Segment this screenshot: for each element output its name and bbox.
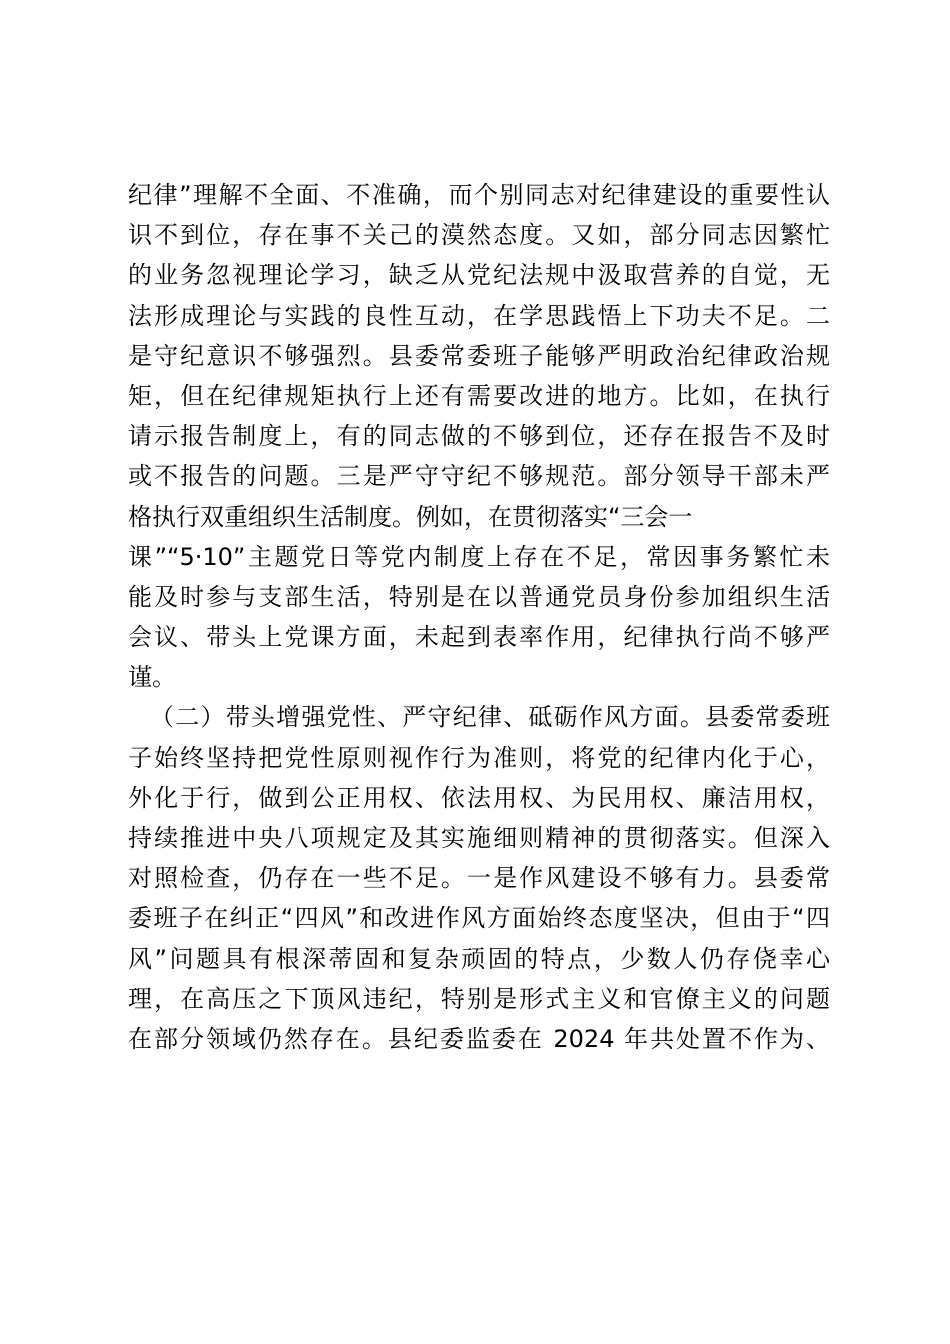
text-line: 识不到位，存在事不关己的漠然态度。又如，部分同志因繁忙	[128, 221, 830, 250]
text-line: 请示报告制度上，有的同志做的不够到位，还存在报告不及时	[128, 422, 830, 451]
text-line: 或不报告的问题。三是严守守纪不够规范。部分领导干部未严	[128, 462, 830, 491]
text-line: 格执行双重组织生活制度。例如，在贯彻落实“三会一	[128, 502, 693, 531]
document-body	[128, 175, 830, 1059]
text-line: 理，在高压之下顶风违纪，特别是形式主义和官僚主义的问题	[128, 984, 830, 1013]
paragraph-heading-line: （二）带头增强党性、严守纪律、砥砺作风方面。县委常委班	[150, 703, 830, 732]
text-line: 纪律”理解不全面、不准确，而个别同志对纪律建设的重要性认	[128, 181, 830, 209]
text-line: 会议、带头上党课方面，未起到表率作用，纪律执行尚不够严	[128, 623, 830, 652]
text-line: 谨。	[128, 663, 176, 692]
text-line: 子始终坚持把党性原则视作行为准则，将党的纪律内化于心，	[128, 743, 830, 772]
text-line: 对照检查，仍存在一些不足。一是作风建设不够有力。县委常	[128, 864, 830, 893]
text-line: 持续推进中央八项规定及其实施细则精神的贯彻落实。但深入	[128, 824, 830, 852]
text-line: 委班子在纠正“四风”和改进作风方面始终态度坚决，但由于“四	[128, 904, 830, 933]
text-line: 外化于行，做到公正用权、依法用权、为民用权、廉洁用权，	[128, 783, 830, 812]
text-line: 能及时参与支部生活，特别是在以普通党员身份参加组织生活	[128, 582, 830, 611]
text-line: 风”问题具有根深蒂固和复杂顽固的特点，少数人仍存侥幸心	[128, 944, 830, 973]
text-line: 矩，但在纪律规矩执行上还有需要改进的地方。比如，在执行	[128, 381, 830, 410]
text-line: 法形成理论与实践的良性互动，在学思践悟上下功夫不足。二	[128, 301, 830, 330]
text-line: 在部分领域仍然存在。县纪委监委在 2024 年共处置不作为、	[128, 1024, 830, 1053]
text-line: 是守纪意识不够强烈。县委常委班子能够严明政治纪律政治规	[128, 341, 830, 370]
text-line: 课”“5·10”主题党日等党内制度上存在不足，常因事务繁忙未	[128, 542, 830, 571]
text-line: 的业务忽视理论学习，缺乏从党纪法规中汲取营养的自觉，无	[128, 261, 830, 290]
